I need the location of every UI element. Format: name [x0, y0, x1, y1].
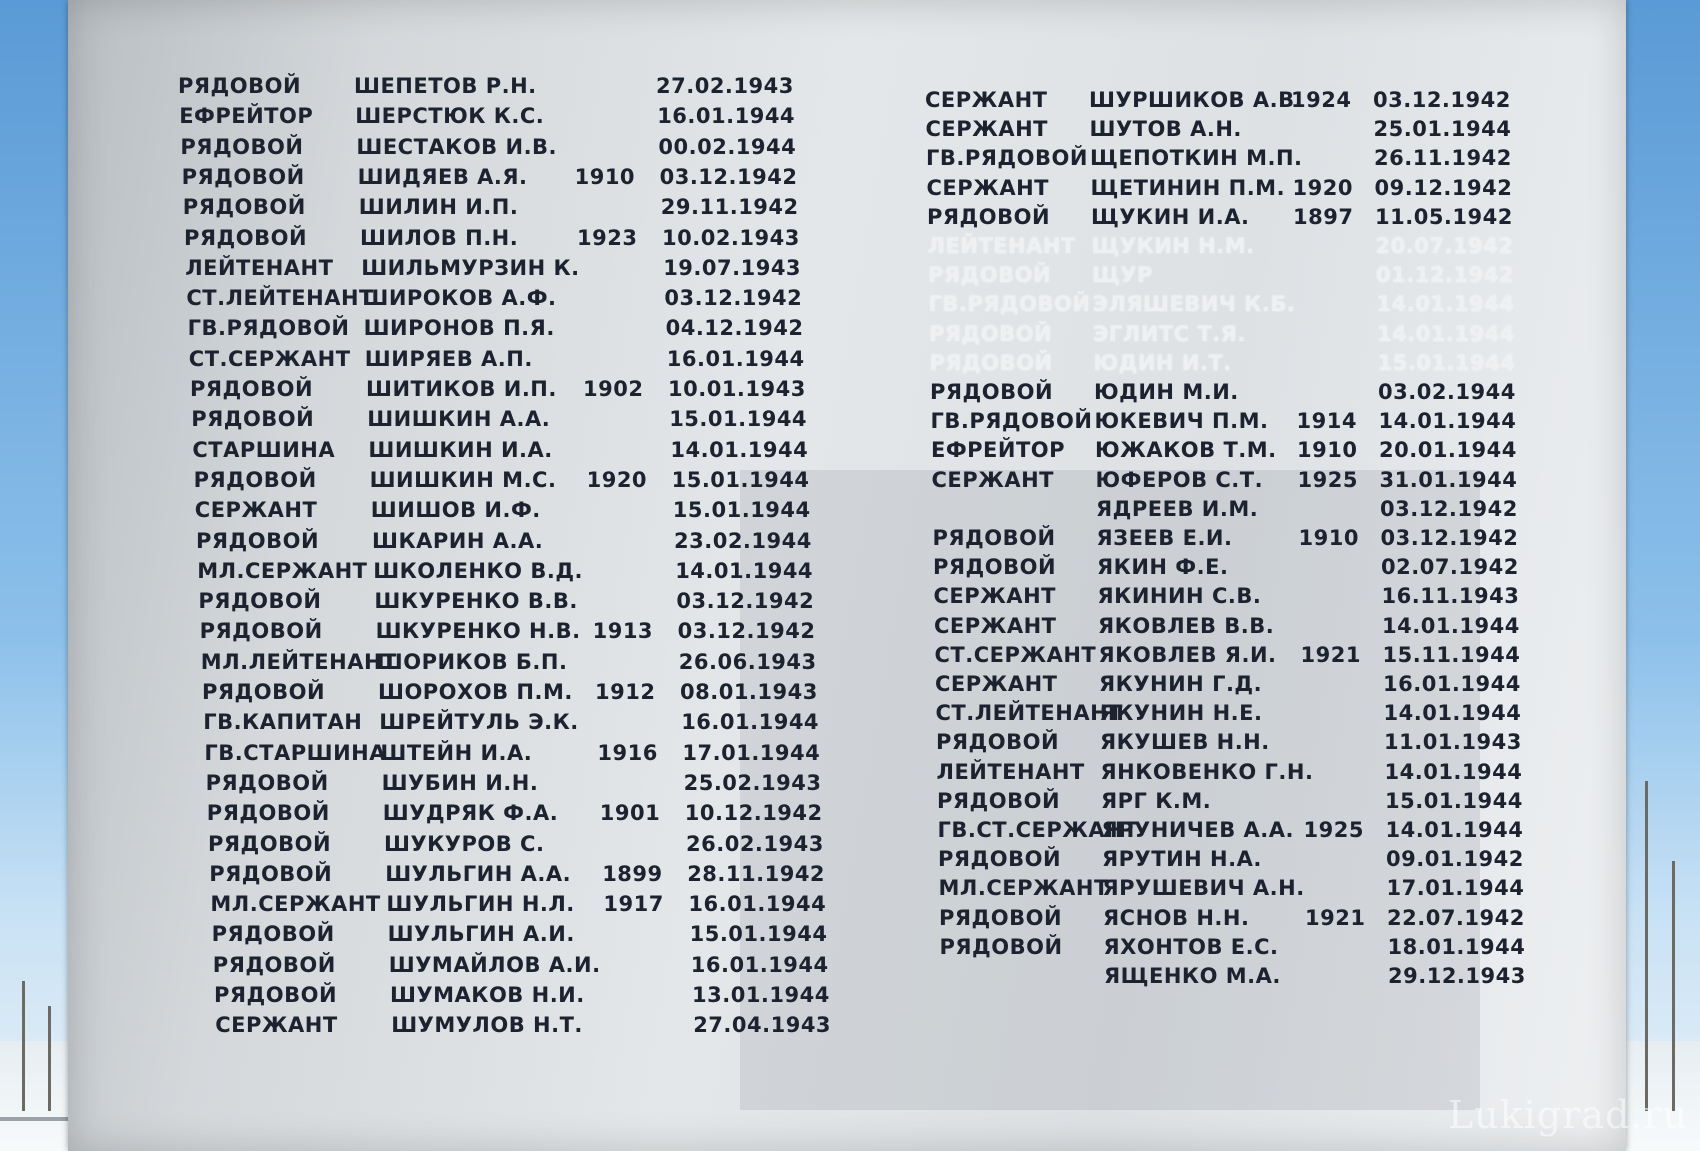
entry-date: 17.01.1944	[682, 740, 821, 765]
entry-rank: РЯДОВОЙ	[939, 934, 1063, 959]
entry-name: ШОРИКОВ Б.П.	[376, 649, 568, 674]
entry-name: ЯКУНИН Г.Д.	[1099, 672, 1263, 696]
entry-rank: РЯДОВОЙ	[206, 801, 330, 826]
entry-date: 08.01.1943	[680, 680, 818, 704]
entry-name: ШУЛЬГИН А.А.	[385, 861, 572, 886]
entry-date: 15.01.1944	[671, 467, 810, 492]
entry-name: ЩУКИН Н.М.	[1091, 234, 1255, 258]
entry-rank: РЯДОВОЙ	[184, 225, 308, 250]
entry-date: 15.11.1944	[1382, 642, 1521, 667]
entry-name: ШИЛЬМУРЗИН К.	[361, 255, 580, 280]
entry-date: 09.01.1942	[1386, 847, 1524, 872]
entry-date: 14.01.1944	[1376, 292, 1515, 317]
entry-rank: МЛ.СЕРЖАНТ	[197, 558, 368, 583]
entry-rank: ГВ.РЯДОВОЙ	[930, 409, 1093, 434]
entry-rank: СЕРЖАНТ	[935, 672, 1058, 696]
entry-rank: РЯДОВОЙ	[928, 263, 1052, 288]
entry-year: 1910	[1297, 438, 1358, 463]
entry-name: ШЕСТАКОВ И.В.	[356, 134, 558, 159]
entry-rank: РЯДОВОЙ	[181, 164, 305, 189]
entry-rank: РЯДОВОЙ	[938, 847, 1062, 872]
entry-date: 14.01.1944	[1385, 818, 1524, 842]
entry-date: 16.11.1943	[1381, 584, 1520, 609]
entry-rank: РЯДОВОЙ	[214, 983, 338, 1007]
entry-name: ШУЛЬГИН Н.Л.	[386, 892, 575, 917]
entry-name: ЯСНОВ Н.Н.	[1103, 905, 1250, 930]
entry-date: 22.07.1942	[1387, 905, 1525, 930]
entry-rank: СЕРЖАНТ	[934, 613, 1057, 638]
entry-rank: РЯДОВОЙ	[190, 377, 314, 401]
entry-name: ШУМАКОВ Н.И.	[390, 983, 585, 1007]
entry-name: ЯХОНТОВ Е.С.	[1103, 934, 1279, 959]
entry-date: 25.01.1944	[1373, 117, 1512, 142]
entry-name: ШУДРЯК Ф.А.	[382, 801, 559, 826]
entry-name: ЯЗЕЕВ Е.И.	[1096, 526, 1233, 550]
entry-date: 10.12.1942	[684, 801, 823, 826]
entry-year: 1897	[1293, 204, 1354, 229]
entry-date: 19.07.1943	[663, 255, 802, 280]
entry-rank: РЯДОВОЙ	[936, 730, 1060, 755]
entry-year: 1920	[586, 467, 648, 492]
entry-name: ШЕРСТЮК К.С.	[355, 104, 545, 129]
entry-date: 15.01.1944	[672, 498, 811, 523]
entry-name: ШУМАЙЛОВ А.И.	[388, 952, 601, 977]
entry-year: 1921	[1300, 642, 1361, 667]
bare-tree	[48, 1006, 51, 1111]
entry-rank: МЛ.ЛЕЙТЕНАНТ	[200, 649, 397, 674]
entry-rank: РЯДОВОЙ	[933, 555, 1057, 580]
entry-name: ЯЩЕНКО М.А.	[1104, 964, 1281, 988]
entry-rank: РЯДОВОЙ	[927, 204, 1051, 229]
entry-date: 13.01.1944	[692, 983, 830, 1007]
entry-name: ЯНКОВЕНКО Г.Н.	[1100, 759, 1314, 784]
entry-name: ЯКОВЛЕВ Я.И.	[1098, 642, 1277, 667]
entry-rank: РЯДОВОЙ	[208, 831, 332, 856]
entry-rank: СЕРЖАНТ	[925, 88, 1048, 112]
entry-rank: ЛЕЙТЕНАНТ	[936, 759, 1085, 784]
entry-year: 1912	[595, 680, 656, 704]
entry-name: ЯРУТИН Н.А.	[1102, 847, 1262, 872]
entry-name: ШИЛИН И.П.	[358, 195, 519, 220]
entry-date: 14.01.1944	[675, 558, 814, 583]
entry-date: 17.01.1944	[1386, 876, 1525, 901]
entry-date: 03.12.1942	[677, 619, 816, 644]
entry-date: 03.12.1942	[676, 589, 815, 614]
entry-date: 29.11.1942	[660, 195, 799, 220]
entry-date: 10.02.1943	[662, 225, 800, 250]
bare-tree	[1645, 781, 1648, 1111]
entry-name: ШУРШИКОВ А.В.	[1089, 88, 1304, 112]
entry-name: ШИШКИН А.А.	[367, 407, 551, 432]
entry-date: 03.12.1942	[1380, 526, 1519, 550]
entry-year: 1917	[603, 892, 664, 917]
entry-name: ШИШКИН М.С.	[369, 467, 557, 492]
entry-rank: РЯДОВОЙ	[199, 619, 323, 644]
entry-date: 14.01.1944	[1383, 701, 1522, 726]
entry-rank: ГВ.СТАРШИНА	[204, 740, 386, 765]
entry-name: ЮКЕВИЧ П.М.	[1094, 409, 1269, 434]
entry-rank: РЯДОВОЙ	[212, 952, 336, 977]
entry-date: 15.01.1944	[669, 407, 808, 432]
entry-rank: СЕРЖАНТ	[933, 584, 1057, 609]
entry-date: 03.12.1942	[1373, 88, 1511, 112]
entry-date: 29.12.1943	[1388, 964, 1526, 988]
entry-name: ШКОЛЕНКО В.Д.	[373, 558, 584, 583]
entry-date: 03.12.1942	[1380, 496, 1518, 521]
entry-date: 23.02.1944	[674, 528, 812, 553]
entry-rank: СЕРЖАНТ	[926, 175, 1050, 200]
entry-rank: МЛ.СЕРЖАНТ	[938, 876, 1109, 901]
entry-name: ЯКИНИН С.В.	[1097, 584, 1262, 609]
entry-date: 16.01.1944	[690, 952, 829, 977]
entry-rank: ЛЕЙТЕНАНТ	[185, 255, 334, 280]
entry-name: ЯКУШЕВ Н.Н.	[1100, 730, 1270, 755]
entry-date: 26.02.1943	[686, 831, 824, 856]
entry-date: 00.02.1944	[658, 134, 797, 159]
entry-year: 1902	[583, 377, 644, 401]
entry-rank: СЕРЖАНТ	[194, 498, 318, 523]
entry-date: 14.01.1944	[1382, 613, 1520, 638]
entry-name: ШУЛЬГИН А.И.	[387, 922, 575, 947]
entry-date: 11.05.1942	[1375, 204, 1513, 229]
entry-name: ШУКУРОВ С.	[384, 831, 545, 856]
right-name-column	[925, 86, 1615, 1086]
entry-name: ШТЕЙН И.А.	[380, 740, 533, 765]
entry-rank: РЯДОВОЙ	[929, 350, 1053, 375]
entry-date: 15.01.1944	[1377, 350, 1516, 375]
entry-rank: РЯДОВОЙ	[932, 526, 1056, 550]
entry-name: ШИРОКОВ А.Ф.	[362, 286, 557, 311]
entry-rank: ГВ.КАПИТАН	[203, 710, 363, 735]
entry-name: ЮДИН М.И.	[1094, 380, 1239, 404]
entry-rank: СЕРЖАНТ	[931, 467, 1055, 492]
entry-name: ШУМУЛОВ Н.Т.	[391, 1013, 583, 1038]
entry-date: 27.02.1943	[656, 74, 794, 98]
entry-rank: РЯДОВОЙ	[937, 788, 1061, 813]
entry-year: 1923	[577, 225, 638, 250]
entry-rank: СТ.СЕРЖАНТ	[188, 346, 351, 371]
entry-rank: СТАРШИНА	[192, 437, 336, 462]
entry-date: 18.01.1944	[1387, 934, 1526, 959]
entry-rank: МЛ.СЕРЖАНТ	[210, 892, 381, 917]
entry-date: 09.12.1942	[1374, 175, 1513, 200]
entry-date: 14.01.1944	[1377, 321, 1515, 346]
entry-date: 01.12.1942	[1376, 263, 1514, 288]
entry-year: 1921	[1305, 905, 1366, 930]
entry-date: 25.02.1943	[683, 770, 822, 795]
entry-name: ЩУКИН И.А.	[1091, 204, 1250, 229]
entry-rank: ГВ.РЯДОВОЙ	[926, 146, 1088, 171]
entry-name: ШИЛОВ П.Н.	[360, 225, 519, 250]
entry-name: ШКУРЕНКО Н.В.	[375, 619, 581, 644]
entry-year: 1899	[602, 861, 663, 886]
entry-rank: СЕРЖАНТ	[215, 1013, 338, 1038]
entry-date: 03.02.1944	[1378, 380, 1516, 404]
entry-date: 04.12.1942	[665, 316, 804, 341]
entry-name: ЮЖАКОВ Т.М.	[1095, 438, 1277, 463]
entry-date: 10.01.1943	[668, 377, 806, 401]
bare-tree	[22, 981, 25, 1111]
entry-date: 02.07.1942	[1381, 555, 1519, 580]
entry-name: ШИРОНОВ П.Я.	[363, 316, 555, 341]
entry-date: 16.01.1944	[666, 346, 805, 371]
entry-name: ЭЛЯШЕВИЧ К.Б.	[1092, 292, 1296, 317]
left-name-column	[178, 72, 878, 1112]
entry-year: 1901	[599, 801, 661, 826]
entry-rank: СТ.ЛЕЙТЕНАНТ	[935, 701, 1123, 726]
entry-date: 26.11.1942	[1374, 146, 1512, 171]
entry-rank: ГВ.СТ.СЕРЖАНТ	[937, 818, 1139, 842]
entry-rank: РЯДОВОЙ	[939, 905, 1063, 930]
entry-year: 1913	[592, 619, 654, 644]
entry-name: ШУБИН И.Н.	[381, 770, 539, 795]
entry-rank: РЯДОВОЙ	[930, 380, 1054, 404]
entry-name: ШКАРИН А.А.	[372, 528, 544, 553]
entry-name: ЯРУНИЧЕВ А.А.	[1101, 818, 1294, 842]
entry-rank: РЯДОВОЙ	[182, 195, 306, 220]
entry-date: 16.01.1944	[681, 710, 820, 735]
entry-rank: РЯДОВОЙ	[209, 861, 333, 886]
entry-name: ШОРОХОВ П.М.	[378, 680, 573, 704]
entry-name: ШИШКИН И.А.	[368, 437, 553, 462]
entry-date: 03.12.1942	[659, 164, 798, 189]
entry-year: 1910	[574, 164, 636, 189]
entry-rank: СЕРЖАНТ	[925, 117, 1049, 142]
entry-year: 1910	[1298, 526, 1359, 550]
entry-date: 20.01.1944	[1379, 438, 1517, 463]
entry-rank: СТ.СЕРЖАНТ	[934, 642, 1097, 667]
entry-rank: СТ.ЛЕЙТЕНАНТ	[186, 286, 374, 311]
entry-date: 03.12.1942	[664, 286, 803, 311]
entry-rank: РЯДОВОЙ	[191, 407, 315, 432]
entry-year: 1924	[1291, 88, 1352, 112]
entry-rank: ЕФРЕЙТОР	[931, 438, 1066, 463]
entry-name: ЩУР	[1092, 263, 1153, 288]
entry-name: ЯКУНИН Н.Е.	[1099, 701, 1263, 726]
entry-name: ЯРГ К.М.	[1101, 788, 1212, 813]
entry-name: ШКУРЕНКО В.В.	[374, 589, 578, 614]
entry-name: ЮФЕРОВ С.Т.	[1095, 467, 1264, 492]
entry-date: 16.01.1944	[688, 892, 827, 917]
entry-name: ШРЕЙТУЛЬ Э.К.	[379, 710, 579, 735]
entry-name: ЭГЛИТС Т.Я.	[1093, 321, 1246, 346]
entry-rank: РЯДОВОЙ	[929, 321, 1053, 346]
entry-date: 16.01.1944	[1383, 672, 1521, 696]
entry-date: 14.01.1944	[1384, 759, 1523, 784]
entry-rank: РЯДОВОЙ	[180, 134, 304, 159]
watermark: Lukigrad.ru	[1447, 1093, 1688, 1137]
entry-date: 20.07.1942	[1375, 234, 1514, 258]
entry-name: ШЕПЕТОВ Р.Н.	[354, 74, 537, 98]
entry-date: 26.06.1943	[678, 649, 817, 674]
entry-date: 16.01.1944	[657, 104, 796, 129]
entry-name: ЯРУШЕВИЧ А.Н.	[1102, 876, 1305, 901]
entry-date: 14.01.1944	[670, 437, 809, 462]
entry-year: 1925	[1297, 467, 1358, 492]
entry-name: ЯДРЕЕВ И.М.	[1096, 496, 1259, 521]
entry-year: 1916	[597, 740, 658, 765]
entry-rank: РЯДОВОЙ	[211, 922, 335, 947]
entry-name: ЩЕПОТКИН М.П.	[1090, 146, 1303, 171]
entry-name: ШИТИКОВ И.П.	[366, 377, 557, 401]
entry-date: 15.01.1944	[1385, 788, 1523, 813]
entry-date: 27.04.1943	[693, 1013, 832, 1038]
entry-rank: ГВ.РЯДОВОЙ	[928, 292, 1091, 317]
entry-name: ЮДИН И.Т.	[1093, 350, 1232, 375]
entry-year: 1920	[1292, 175, 1353, 200]
entry-rank: ЛЕЙТЕНАНТ	[927, 234, 1076, 258]
entry-name: ЯКИН Ф.Е.	[1097, 555, 1229, 580]
entry-date: 28.11.1942	[687, 861, 826, 886]
memorial-plaque	[68, 0, 1626, 1151]
entry-date: 11.01.1943	[1384, 730, 1522, 755]
entry-date: 31.01.1944	[1379, 467, 1518, 492]
entry-year: 1925	[1303, 818, 1364, 842]
entry-name: ШИДЯЕВ А.Я.	[357, 164, 528, 189]
entry-rank: РЯДОВОЙ	[202, 680, 326, 704]
entry-name: ШИРЯЕВ А.П.	[364, 346, 533, 371]
entry-name: ШИШОВ И.Ф.	[370, 498, 541, 523]
entry-date: 15.01.1944	[689, 922, 828, 947]
entry-rank: РЯДОВОЙ	[198, 589, 322, 614]
entry-rank: РЯДОВОЙ	[205, 770, 329, 795]
entry-name: ЯКОВЛЕВ В.В.	[1098, 613, 1275, 638]
entry-rank: РЯДОВОЙ	[196, 528, 320, 553]
entry-name: ШУТОВ А.Н.	[1089, 117, 1242, 142]
utility-pole	[1672, 861, 1675, 1111]
entry-date: 14.01.1944	[1378, 409, 1517, 434]
entry-rank: РЯДОВОЙ	[193, 467, 317, 492]
entry-rank: РЯДОВОЙ	[178, 74, 302, 98]
entry-rank: ЕФРЕЙТОР	[179, 104, 314, 129]
entry-name: ЩЕТИНИН П.М.	[1090, 175, 1286, 200]
entry-rank: ГВ.РЯДОВОЙ	[187, 316, 350, 341]
entry-year: 1914	[1296, 409, 1357, 434]
